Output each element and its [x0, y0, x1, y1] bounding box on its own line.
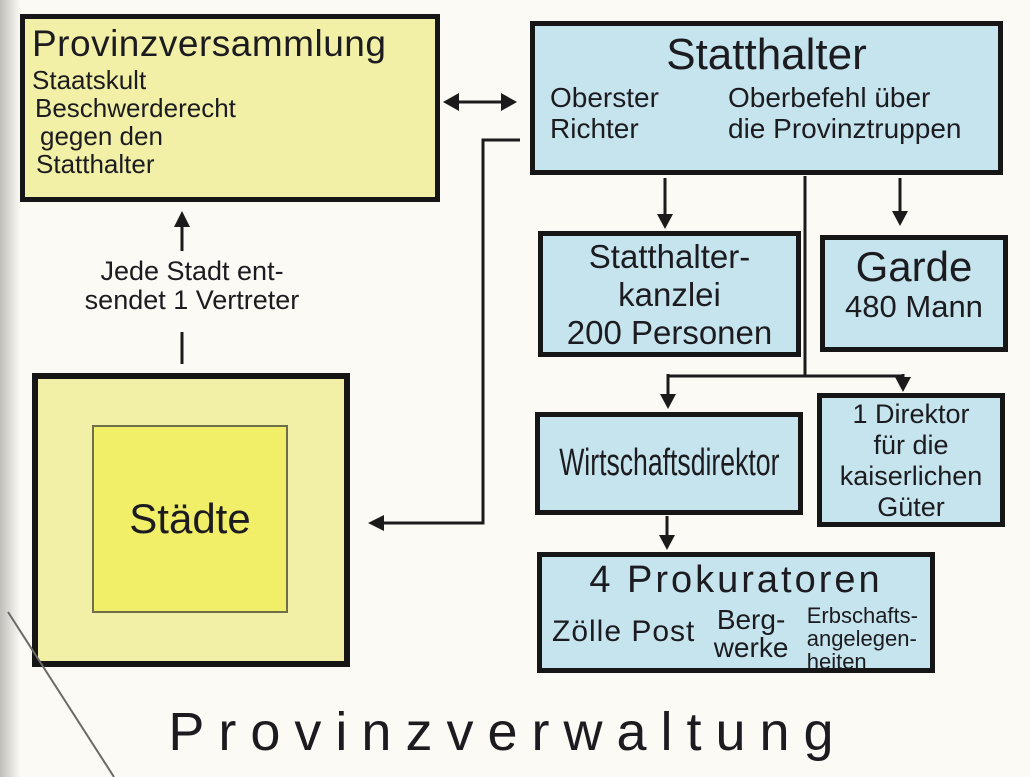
provinzversammlung-line-gegen-den: gegen den: [40, 121, 163, 151]
arrowhead-prokuratoren: [659, 535, 675, 550]
prokurator-erbschaften: Erbschafts- angelegen- heiten: [806, 603, 918, 674]
arrowhead-kanzlei: [657, 214, 673, 229]
diagram-title: Provinzverwaltung: [168, 702, 848, 762]
arrowhead-garde: [892, 211, 908, 226]
box-staedte-inner: [92, 425, 288, 613]
provinzversammlung-line-statthalter: Statthalter: [36, 149, 155, 179]
wirtschaftsdirektor-title: Wirtschaftsdirektor: [558, 442, 780, 484]
prokurator-zoelle-post: Zölle Post: [552, 615, 696, 648]
provinzversammlung-line-beschwerderecht: Beschwerderecht: [35, 93, 236, 123]
box-prokuratoren: [537, 552, 935, 673]
arrowhead-to-staedte: [368, 515, 384, 531]
box-provinzversammlung: [20, 14, 440, 202]
direktor-line-2: für die: [873, 430, 949, 460]
statthalter-role-richter: Oberster Richter: [550, 82, 659, 144]
arrowhead-direktor: [895, 377, 911, 392]
prokuratoren-departments: [542, 602, 930, 673]
provinzversammlung-title: Provinzversammlung: [32, 23, 387, 64]
box-staedte-outer: [32, 373, 350, 667]
garde-title: Garde: [855, 243, 973, 290]
direktor-line-3: kaiserlichen: [839, 461, 983, 491]
garde-strength: 480 Mann: [845, 289, 983, 324]
label-jede-stadt: Jede Stadt ent- sendet 1 Vertreter: [84, 256, 300, 315]
prokurator-bergwerke: Berg- werke: [713, 604, 789, 663]
arrowhead-left: [443, 93, 459, 111]
statthalter-title: Statthalter: [666, 30, 867, 79]
direktor-line-1: 1 Direktor: [852, 399, 970, 429]
arrowhead-right: [501, 93, 517, 111]
box-wirtschaftsdirektor: [535, 412, 803, 515]
kanzlei-line-3: 200 Personen: [566, 314, 773, 351]
provinzversammlung-line-staatskult: Staatskult: [32, 65, 147, 95]
box-statthalterkanzlei: [538, 231, 801, 357]
arrowhead-wirtschaftsdirektor: [660, 394, 676, 409]
staedte-title: Städte: [129, 495, 251, 542]
scan-page-edge-shading: [0, 0, 20, 777]
box-direktor-kaiserliche-gueter: [817, 393, 1005, 527]
statthalter-role-oberbefehl: Oberbefehl über die Provinztruppen: [728, 82, 962, 144]
box-garde: [820, 235, 1008, 352]
box-statthalter: [530, 21, 1003, 175]
prokuratoren-title: 4 Prokuratoren: [589, 559, 883, 601]
direktor-line-4: Güter: [877, 492, 945, 522]
kanzlei-line-2: kanzlei: [618, 276, 721, 313]
statthalter-roles: [535, 82, 998, 144]
kanzlei-line-1: Statthalter-: [588, 238, 751, 275]
arrowhead-up: [174, 211, 190, 227]
